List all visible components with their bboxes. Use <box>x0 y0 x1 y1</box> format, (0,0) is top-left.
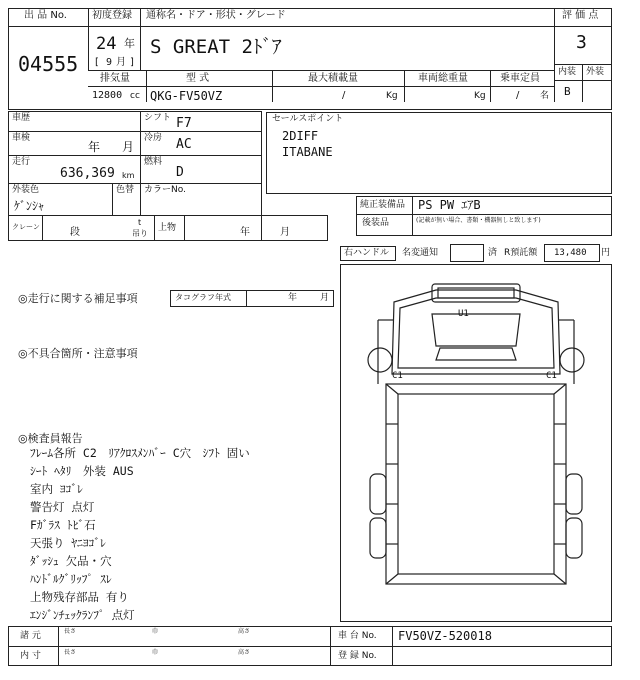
spec-width-label: 巾 <box>152 628 159 635</box>
grade-label: 評 価 点 <box>562 10 599 21</box>
inspector-line: 天張り ﾔﾆﾖｺﾞﾚ <box>30 536 106 550</box>
mileage-value: 636,369 <box>60 166 115 181</box>
right-handle-label: 右ハンドル <box>344 248 390 258</box>
capacity-unit: 名 <box>540 91 550 101</box>
name-change-label: 名変通知 <box>402 248 439 258</box>
specs-label: 諸 元 <box>20 631 41 641</box>
crane-lift-unit: 吊り <box>132 229 148 238</box>
sales-point-line-2: ITABANE <box>282 145 333 159</box>
mileage-unit: km <box>122 171 135 180</box>
truck-diagram <box>340 264 612 622</box>
mileage-label: 走行 <box>12 157 31 167</box>
damage-mark-c1-right: C1 <box>546 371 557 381</box>
running-remarks-label: ◎走行に関する補足事項 <box>18 292 138 305</box>
chassis-no-value: FV50VZ-520018 <box>398 629 492 643</box>
name-change-box <box>450 244 484 262</box>
displacement-unit: cc <box>130 91 140 101</box>
factory-equipment-value: PS PW ｴｱB <box>418 198 481 212</box>
dim-width-label: 巾 <box>152 649 159 656</box>
sales-point-line-1: 2DIFF <box>282 129 319 143</box>
dims-label: 内 寸 <box>20 651 41 661</box>
reg-month-bracket-r: ] <box>130 57 134 68</box>
max-load-label: 最大積載量 <box>308 73 358 84</box>
tachograph-year-unit: 年 <box>288 293 298 303</box>
fuel-label: 燃料 <box>144 157 163 167</box>
capacity-label: 乗車定員 <box>500 73 540 84</box>
ext-color-label: 外装色 <box>12 185 40 195</box>
capacity-sep: / <box>516 90 520 101</box>
reg-month-bracket-l: [ <box>95 57 99 68</box>
inspector-line: ﾀﾞｯｼｭ 欠品・穴 <box>30 554 112 568</box>
recycle-label: R預託額 <box>504 248 538 258</box>
shift-value: F7 <box>176 116 192 131</box>
first-reg-label: 初度登録 <box>92 10 132 21</box>
tachograph-label: タコグラフ年式 <box>175 293 231 302</box>
ac-value: AC <box>176 137 192 152</box>
reg-month-unit: 月 <box>116 57 126 68</box>
lot-no-label: 出 品 No. <box>24 10 67 21</box>
factory-equipment-label: 純正装備品 <box>360 200 406 210</box>
upper-label: 上物 <box>158 223 177 233</box>
inspector-line: ｼｰﾄ ﾍﾀﾘ 外装 AUS <box>30 464 134 478</box>
fuel-value: D <box>176 165 184 180</box>
color-change-label: 色替 <box>116 185 135 195</box>
lot-number: 04555 <box>18 52 79 76</box>
dim-height-label: 高さ <box>238 649 251 656</box>
crane-label: クレーン <box>12 223 40 231</box>
gross-weight-label: 車両総重量 <box>418 73 468 84</box>
inspection-year-unit: 年 <box>88 140 101 154</box>
inspector-report-label: ◎検査員報告 <box>18 432 83 445</box>
inspector-line: 上物残存部品 有り <box>30 590 129 604</box>
inspector-line: ﾊﾝﾄﾞﾙｸﾞﾘｯﾌﾟ ｽﾚ <box>30 572 112 586</box>
gross-weight-unit: Kg <box>474 91 486 101</box>
crane-stage-unit: 段 <box>70 227 80 238</box>
reg-year-unit: 年 <box>124 37 135 50</box>
ac-label: 冷房 <box>144 133 163 143</box>
inspector-line: 警告灯 点灯 <box>30 500 95 514</box>
dim-length-label: 長さ <box>64 649 77 656</box>
spec-height-label: 高さ <box>238 628 251 635</box>
inspector-line: 室内 ﾖｺﾞﾚ <box>30 482 83 496</box>
interior-label: 内装 <box>558 67 577 77</box>
type-code: QKG-FV50VZ <box>150 89 223 103</box>
upper-month-unit: 月 <box>280 227 290 238</box>
damage-mark-c1-left: C1 <box>392 371 403 381</box>
type-label: 型 式 <box>186 73 210 84</box>
chassis-no-label: 車 台 No. <box>338 631 377 641</box>
shift-label: シフト <box>144 113 172 123</box>
recycle-amount: 13,480 <box>554 248 587 258</box>
max-load-unit: Kg <box>386 91 398 101</box>
registration-no-label: 登 録 No. <box>338 651 377 661</box>
upper-year-unit: 年 <box>240 227 250 238</box>
interior-score: B <box>564 85 571 98</box>
aftermarket-note: (記載が無い場合、書類・機器無しと致します) <box>416 217 541 224</box>
color-code-label: カラーNo. <box>144 185 186 195</box>
inspection-month-unit: 月 <box>122 140 135 154</box>
max-load-sep: / <box>342 90 346 101</box>
defects-label: ◎不具合箇所・注意事項 <box>18 347 138 360</box>
aftermarket-label: 後装品 <box>362 218 390 228</box>
grade-score: 3 <box>576 32 587 53</box>
inspector-line: ｴﾝｼﾞﾝﾁｪｯｸﾗﾝﾌﾟ 点灯 <box>30 608 135 622</box>
reg-year: 24 <box>96 34 117 54</box>
displacement-value: 12800 <box>92 90 123 101</box>
inspection-label: 車検 <box>12 133 31 143</box>
spec-length-label: 長さ <box>64 628 77 635</box>
model-name: S GREAT 2ﾄﾞｱ <box>150 36 282 58</box>
recycle-prefix: 済 <box>488 248 498 258</box>
model-label: 通称名・ドア・形状・グレード <box>146 10 286 21</box>
inspector-line: ﾌﾚｰﾑ各所 C2 ﾘｱｸﾛｽﾒﾝﾊﾞｰ C穴 ｼﾌﾄ 固い <box>30 446 250 460</box>
displacement-label: 排気量 <box>100 73 130 84</box>
inspector-line: Fｶﾞﾗｽ ﾄﾋﾞ石 <box>30 518 96 532</box>
tachograph-month-unit: 月 <box>320 293 330 303</box>
sales-point-label: セールスポイント <box>272 114 344 124</box>
damage-mark-u1: U1 <box>458 309 469 319</box>
history-label: 車歴 <box>12 113 31 123</box>
exterior-label: 外装 <box>586 67 605 77</box>
recycle-unit: 円 <box>601 248 611 258</box>
crane-ton-unit: t <box>138 218 142 227</box>
ext-color-value: ｹﾞﾝｼｬ <box>14 199 45 213</box>
reg-month: 9 <box>106 57 113 68</box>
